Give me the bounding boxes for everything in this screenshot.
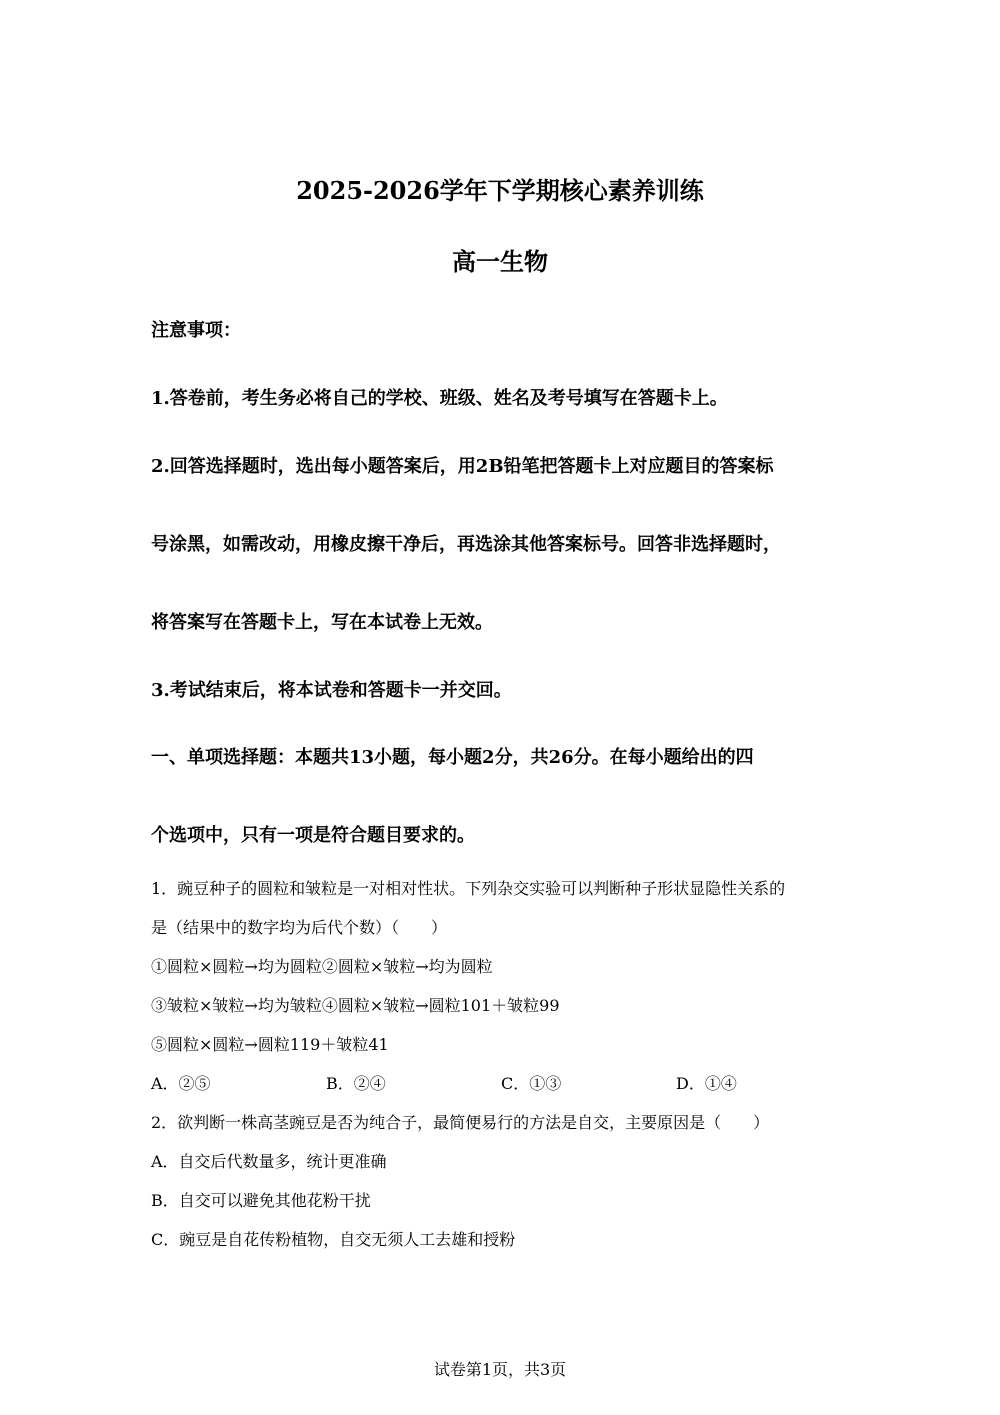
q1-statement-1: ①圆粒×圆粒→均为圆粒②圆粒×皱粒→均为圆粒	[151, 957, 493, 976]
exam-subject: 高一生物	[452, 247, 548, 276]
q1-option-c: C．①③	[501, 1074, 562, 1093]
notice-item-3: 3.考试结束后，将本试卷和答题卡一并交回。	[151, 680, 512, 701]
q2-stem: 2．欲判断一株高茎豌豆是否为纯合子，最简便易行的方法是自交，主要原因是（ ）	[151, 1113, 770, 1132]
notice-item-2-line-1: 2.回答选择题时，选出每小题答案后，用2B铅笔把答题卡上对应题目的答案标	[151, 456, 774, 477]
q1-statement-3: ⑤圆粒×圆粒→圆粒119＋皱粒41	[151, 1035, 389, 1054]
q1-stem-line-1: 1．豌豆种子的圆粒和皱粒是一对相对性状。下列杂交实验可以判断种子形状显隐性关系的	[151, 879, 786, 898]
page-footer: 试卷第1页，共3页	[433, 1360, 567, 1379]
q1-statement-2: ③皱粒×皱粒→均为皱粒④圆粒×皱粒→圆粒101＋皱粒99	[151, 996, 560, 1015]
q1-option-b: B．②④	[326, 1074, 386, 1093]
section-heading-line-2: 个选项中，只有一项是符合题目要求的。	[151, 825, 475, 846]
notice-item-2-line-3: 将答案写在答题卡上，写在本试卷上无效。	[151, 612, 493, 633]
q1-option-d: D．①④	[676, 1074, 737, 1093]
notice-heading: 注意事项：	[151, 320, 241, 341]
q2-option-a: A．自交后代数量多，统计更准确	[151, 1152, 387, 1171]
section-heading-line-1: 一、单项选择题：本题共13小题，每小题2分，共26分。在每小题给出的四	[151, 747, 754, 768]
notice-item-1: 1.答卷前，考生务必将自己的学校、班级、姓名及考号填写在答题卡上。	[151, 388, 728, 409]
q1-option-a: A．②⑤	[151, 1074, 211, 1093]
q1-stem-line-2: 是（结果中的数字均为后代个数）（ ）	[151, 918, 448, 937]
q2-option-b: B．自交可以避免其他花粉干扰	[151, 1191, 371, 1210]
exam-title: 2025-2026学年下学期核心素养训练	[296, 176, 704, 205]
q2-option-c: C．豌豆是自花传粉植物，自交无须人工去雄和授粉	[151, 1230, 516, 1249]
notice-item-2-line-2: 号涂黑，如需改动，用橡皮擦干净后，再选涂其他答案标号。回答非选择题时，	[151, 534, 781, 555]
